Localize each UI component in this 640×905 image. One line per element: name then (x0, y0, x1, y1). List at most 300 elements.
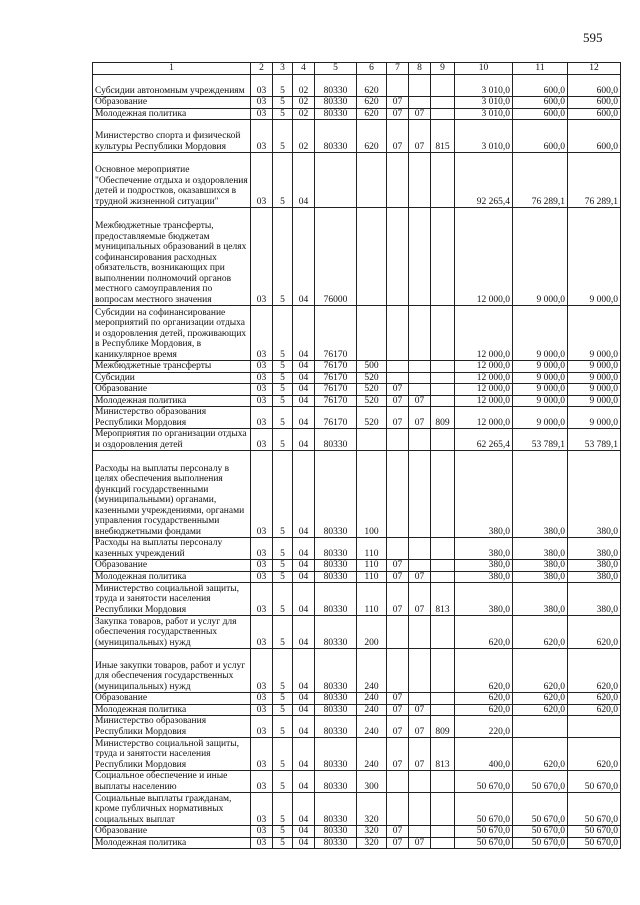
column-number: 6 (357, 63, 387, 75)
sum-2020: 9 000,0 (513, 395, 568, 407)
sum-2021: 600,0 (568, 120, 621, 153)
code-ministry: 03 (251, 306, 273, 361)
code-program: 5 (273, 120, 293, 153)
table-row (93, 771, 621, 793)
code-section: 07 (387, 826, 409, 838)
code-subsection (409, 616, 431, 649)
code-ministry: 03 (251, 837, 273, 849)
table-row (93, 704, 621, 716)
code-ministry: 03 (251, 649, 273, 693)
code-expense-type: 320 (357, 793, 387, 826)
code-subprogram: 04 (293, 771, 315, 793)
code-program: 5 (273, 153, 293, 208)
table-row (93, 97, 621, 109)
code-program: 5 (273, 208, 293, 306)
code-direction: 80330 (315, 716, 357, 738)
sum-2021: 9 000,0 (568, 208, 621, 306)
code-section: 07 (387, 704, 409, 716)
code-subprogram: 04 (293, 560, 315, 572)
code-ministry: 03 (251, 560, 273, 572)
code-program: 5 (273, 649, 293, 693)
column-number: 3 (273, 63, 293, 75)
sum-2021: 600,0 (568, 108, 621, 120)
code-section (387, 649, 409, 693)
sum-2021: 620,0 (568, 704, 621, 716)
code-expense-type: 100 (357, 451, 387, 538)
code-program: 5 (273, 395, 293, 407)
code-direction: 80330 (315, 837, 357, 849)
row-name: Расходы на выплаты персоналу в целях обеспечения выполнения функций государственными (муниципальными) органами, казенными учреждениями, органами управления государственными внебюджетными фондами (93, 451, 251, 538)
code-subsection: 07 (409, 571, 431, 583)
sum-2019: 220,0 (455, 716, 513, 738)
row-name: Социальные выплаты гражданам, кроме публичных нормативных социальных выплат (93, 793, 251, 826)
sum-2021: 620,0 (568, 649, 621, 693)
row-name: Расходы на выплаты персоналу казенных учреждений (93, 538, 251, 560)
table-row (93, 451, 621, 538)
sum-2020: 600,0 (513, 75, 568, 97)
code-section (387, 616, 409, 649)
code-direction: 80330 (315, 451, 357, 538)
row-name: Образование (93, 560, 251, 572)
code-program: 5 (273, 451, 293, 538)
table-row (93, 583, 621, 616)
code-admin: 809 (431, 716, 455, 738)
row-name: Молодежная политика (93, 395, 251, 407)
code-direction: 80330 (315, 429, 357, 451)
code-subsection (409, 372, 431, 384)
code-section (387, 771, 409, 793)
code-direction: 76170 (315, 384, 357, 396)
sum-2020: 620,0 (513, 738, 568, 771)
code-section (387, 75, 409, 97)
code-section: 07 (387, 837, 409, 849)
code-expense-type: 620 (357, 108, 387, 120)
code-expense-type: 240 (357, 649, 387, 693)
sum-2020: 76 289,1 (513, 153, 568, 208)
code-ministry: 03 (251, 716, 273, 738)
code-subprogram: 04 (293, 395, 315, 407)
budget-table (92, 62, 621, 849)
code-subprogram: 04 (293, 306, 315, 361)
code-admin (431, 97, 455, 109)
code-admin (431, 538, 455, 560)
code-subsection (409, 97, 431, 109)
code-subsection: 07 (409, 120, 431, 153)
code-direction: 76170 (315, 361, 357, 373)
code-program: 5 (273, 407, 293, 429)
code-admin (431, 153, 455, 208)
code-subsection: 07 (409, 716, 431, 738)
sum-2020: 620,0 (513, 649, 568, 693)
code-section: 07 (387, 108, 409, 120)
code-subprogram: 04 (293, 451, 315, 538)
code-expense-type: 520 (357, 395, 387, 407)
row-name: Субсидии на софинансирование мероприятий по организации отдыха и оздоровления детей, проживающих в Республике Мордовия, в каникулярное время (93, 306, 251, 361)
code-subprogram: 04 (293, 361, 315, 373)
column-number: 2 (251, 63, 273, 75)
code-admin (431, 429, 455, 451)
code-direction: 76170 (315, 372, 357, 384)
code-subsection (409, 306, 431, 361)
code-admin: 809 (431, 407, 455, 429)
table-row (93, 649, 621, 693)
sum-2019: 12 000,0 (455, 384, 513, 396)
code-expense-type: 520 (357, 384, 387, 396)
code-ministry: 03 (251, 693, 273, 705)
code-subprogram: 04 (293, 704, 315, 716)
sum-2020: 50 670,0 (513, 793, 568, 826)
sum-2021: 620,0 (568, 693, 621, 705)
code-program: 5 (273, 560, 293, 572)
code-subprogram: 04 (293, 837, 315, 849)
sum-2021: 9 000,0 (568, 407, 621, 429)
table-row (93, 571, 621, 583)
sum-2020: 9 000,0 (513, 306, 568, 361)
code-subprogram: 04 (293, 372, 315, 384)
code-admin (431, 75, 455, 97)
code-admin (431, 395, 455, 407)
code-admin (431, 693, 455, 705)
code-program: 5 (273, 616, 293, 649)
row-name: Основное мероприятие "Обеспечение отдыха и оздоровления детей и подростков, оказавшихся в трудной жизненной ситуации" (93, 153, 251, 208)
code-section: 07 (387, 571, 409, 583)
code-subsection (409, 538, 431, 560)
sum-2019: 50 670,0 (455, 771, 513, 793)
sum-2021: 50 670,0 (568, 826, 621, 838)
sum-2021: 76 289,1 (568, 153, 621, 208)
sum-2020: 620,0 (513, 693, 568, 705)
sum-2020: 380,0 (513, 583, 568, 616)
code-subsection (409, 693, 431, 705)
sum-2021: 9 000,0 (568, 372, 621, 384)
code-ministry: 03 (251, 384, 273, 396)
code-direction: 80330 (315, 704, 357, 716)
code-subprogram: 02 (293, 97, 315, 109)
sum-2021: 50 670,0 (568, 771, 621, 793)
column-number: 9 (431, 63, 455, 75)
code-admin (431, 649, 455, 693)
sum-2021: 600,0 (568, 75, 621, 97)
sum-2019: 12 000,0 (455, 306, 513, 361)
code-admin (431, 372, 455, 384)
page-number: 595 (583, 30, 603, 45)
table-row (93, 208, 621, 306)
code-subsection (409, 451, 431, 538)
sum-2020: 50 670,0 (513, 837, 568, 849)
table-row (93, 693, 621, 705)
sum-2019: 12 000,0 (455, 395, 513, 407)
code-expense-type: 620 (357, 120, 387, 153)
code-subprogram: 04 (293, 571, 315, 583)
code-subprogram: 04 (293, 649, 315, 693)
code-direction: 76000 (315, 208, 357, 306)
sum-2021: 9 000,0 (568, 395, 621, 407)
sum-2019: 620,0 (455, 693, 513, 705)
code-direction: 80330 (315, 583, 357, 616)
code-direction: 80330 (315, 693, 357, 705)
table-row (93, 306, 621, 361)
code-program: 5 (273, 538, 293, 560)
table-row (93, 616, 621, 649)
code-ministry: 03 (251, 120, 273, 153)
sum-2020: 50 670,0 (513, 771, 568, 793)
code-admin (431, 793, 455, 826)
code-program: 5 (273, 583, 293, 616)
code-subsection: 07 (409, 738, 431, 771)
sum-2020: 380,0 (513, 571, 568, 583)
code-admin (431, 208, 455, 306)
code-ministry: 03 (251, 75, 273, 97)
sum-2019: 380,0 (455, 571, 513, 583)
code-subprogram: 04 (293, 384, 315, 396)
code-admin: 813 (431, 583, 455, 616)
code-expense-type: 320 (357, 837, 387, 849)
code-subsection (409, 793, 431, 826)
table-row (93, 361, 621, 373)
sum-2019: 380,0 (455, 538, 513, 560)
sum-2019: 3 010,0 (455, 75, 513, 97)
code-admin (431, 560, 455, 572)
code-expense-type: 200 (357, 616, 387, 649)
code-subsection (409, 153, 431, 208)
table-row (93, 75, 621, 97)
code-section: 07 (387, 738, 409, 771)
sum-2020 (513, 716, 568, 738)
row-name: Образование (93, 693, 251, 705)
sum-2020: 620,0 (513, 704, 568, 716)
code-admin (431, 451, 455, 538)
code-subsection (409, 649, 431, 693)
code-direction: 80330 (315, 120, 357, 153)
code-expense-type (357, 429, 387, 451)
code-subsection (409, 771, 431, 793)
sum-2021: 380,0 (568, 583, 621, 616)
row-name: Молодежная политика (93, 837, 251, 849)
code-subsection: 07 (409, 407, 431, 429)
sum-2020: 9 000,0 (513, 384, 568, 396)
sum-2021: 9 000,0 (568, 306, 621, 361)
code-subsection (409, 361, 431, 373)
code-subprogram: 02 (293, 75, 315, 97)
code-section (387, 451, 409, 538)
sum-2021: 9 000,0 (568, 384, 621, 396)
code-direction: 76170 (315, 306, 357, 361)
code-admin: 813 (431, 738, 455, 771)
row-name: Образование (93, 826, 251, 838)
row-name: Субсидии (93, 372, 251, 384)
code-program: 5 (273, 771, 293, 793)
sum-2019: 50 670,0 (455, 793, 513, 826)
code-program: 5 (273, 793, 293, 826)
sum-2019: 380,0 (455, 583, 513, 616)
code-subprogram: 04 (293, 738, 315, 771)
code-expense-type: 110 (357, 571, 387, 583)
code-program: 5 (273, 693, 293, 705)
code-subprogram: 04 (293, 716, 315, 738)
sum-2020: 380,0 (513, 560, 568, 572)
code-ministry: 03 (251, 97, 273, 109)
code-program: 5 (273, 306, 293, 361)
code-section (387, 153, 409, 208)
code-ministry: 03 (251, 153, 273, 208)
sum-2019: 3 010,0 (455, 108, 513, 120)
row-name: Межбюджетные трансферты, предоставляемые бюджетам муниципальных образований в целях софинансирования расходных обязательств, возникающих при выполнении полномочий органов местного самоуправления по вопросам местного значения (93, 208, 251, 306)
code-subprogram: 04 (293, 826, 315, 838)
code-program: 5 (273, 716, 293, 738)
sum-2019: 92 265,4 (455, 153, 513, 208)
code-program: 5 (273, 384, 293, 396)
column-number: 11 (513, 63, 568, 75)
code-subprogram: 02 (293, 108, 315, 120)
code-section (387, 538, 409, 560)
sum-2019: 3 010,0 (455, 120, 513, 153)
code-program: 5 (273, 704, 293, 716)
column-number: 12 (568, 63, 621, 75)
sum-2021: 380,0 (568, 571, 621, 583)
code-direction: 80330 (315, 571, 357, 583)
code-subsection: 07 (409, 583, 431, 616)
sum-2021: 380,0 (568, 538, 621, 560)
sum-2019: 12 000,0 (455, 407, 513, 429)
code-admin (431, 771, 455, 793)
row-name: Молодежная политика (93, 704, 251, 716)
code-program: 5 (273, 837, 293, 849)
code-direction: 80330 (315, 793, 357, 826)
code-program: 5 (273, 571, 293, 583)
code-expense-type (357, 208, 387, 306)
sum-2020: 380,0 (513, 451, 568, 538)
code-direction: 76170 (315, 407, 357, 429)
sum-2021 (568, 716, 621, 738)
table-row (93, 793, 621, 826)
code-ministry: 03 (251, 451, 273, 538)
code-subsection: 07 (409, 108, 431, 120)
code-admin (431, 361, 455, 373)
code-subsection (409, 429, 431, 451)
code-admin (431, 704, 455, 716)
row-name: Молодежная политика (93, 108, 251, 120)
code-expense-type: 110 (357, 583, 387, 616)
code-subprogram: 04 (293, 407, 315, 429)
column-number: 5 (315, 63, 357, 75)
code-admin (431, 616, 455, 649)
table-row (93, 429, 621, 451)
code-subprogram: 04 (293, 538, 315, 560)
row-name: Образование (93, 97, 251, 109)
code-subsection: 07 (409, 704, 431, 716)
table-row (93, 395, 621, 407)
sum-2020: 9 000,0 (513, 372, 568, 384)
table-row (93, 384, 621, 396)
table-row (93, 538, 621, 560)
row-name: Иные закупки товаров, работ и услуг для обеспечения государственных (муниципальных) нужд (93, 649, 251, 693)
code-expense-type: 240 (357, 716, 387, 738)
row-name: Министерство образования Республики Мордовия (93, 407, 251, 429)
code-direction: 80330 (315, 108, 357, 120)
code-program: 5 (273, 429, 293, 451)
code-ministry: 03 (251, 571, 273, 583)
table-row (93, 153, 621, 208)
row-name: Межбюджетные трансферты (93, 361, 251, 373)
code-subsection: 07 (409, 837, 431, 849)
code-program: 5 (273, 361, 293, 373)
code-expense-type: 240 (357, 693, 387, 705)
code-subprogram: 04 (293, 429, 315, 451)
sum-2020: 620,0 (513, 616, 568, 649)
code-ministry: 03 (251, 361, 273, 373)
sum-2020: 9 000,0 (513, 407, 568, 429)
sum-2021: 53 789,1 (568, 429, 621, 451)
sum-2021: 50 670,0 (568, 837, 621, 849)
sum-2021: 600,0 (568, 97, 621, 109)
sum-2020: 600,0 (513, 120, 568, 153)
sum-2021: 380,0 (568, 560, 621, 572)
sum-2019: 12 000,0 (455, 208, 513, 306)
code-expense-type: 110 (357, 560, 387, 572)
code-admin (431, 108, 455, 120)
sum-2019: 620,0 (455, 616, 513, 649)
row-name: Министерство социальной защиты, труда и занятости населения Республики Мордовия (93, 738, 251, 771)
code-ministry: 03 (251, 395, 273, 407)
code-subsection (409, 75, 431, 97)
code-subsection: 07 (409, 395, 431, 407)
code-direction: 80330 (315, 649, 357, 693)
code-program: 5 (273, 97, 293, 109)
code-expense-type: 520 (357, 372, 387, 384)
sum-2020: 380,0 (513, 538, 568, 560)
sum-2021: 9 000,0 (568, 361, 621, 373)
code-ministry: 03 (251, 429, 273, 451)
code-admin: 815 (431, 120, 455, 153)
row-name: Мероприятия по организации отдыха и оздоровления детей (93, 429, 251, 451)
code-subsection (409, 826, 431, 838)
code-section (387, 306, 409, 361)
code-program: 5 (273, 75, 293, 97)
code-expense-type: 620 (357, 97, 387, 109)
sum-2020: 9 000,0 (513, 208, 568, 306)
sum-2019: 620,0 (455, 649, 513, 693)
code-expense-type: 500 (357, 361, 387, 373)
table-row (93, 120, 621, 153)
code-expense-type (357, 306, 387, 361)
code-direction: 80330 (315, 75, 357, 97)
table-row (93, 372, 621, 384)
code-admin (431, 826, 455, 838)
code-direction: 80330 (315, 538, 357, 560)
code-admin (431, 571, 455, 583)
sum-2020: 600,0 (513, 108, 568, 120)
code-expense-type: 320 (357, 826, 387, 838)
code-section: 07 (387, 97, 409, 109)
code-ministry: 03 (251, 538, 273, 560)
code-direction: 80330 (315, 616, 357, 649)
code-subprogram: 02 (293, 120, 315, 153)
table-row (93, 716, 621, 738)
column-number: 7 (387, 63, 409, 75)
sum-2019: 3 010,0 (455, 97, 513, 109)
table-row (93, 407, 621, 429)
code-section (387, 793, 409, 826)
code-program: 5 (273, 108, 293, 120)
table-row (93, 837, 621, 849)
code-admin (431, 384, 455, 396)
code-direction: 76170 (315, 395, 357, 407)
table-row (93, 738, 621, 771)
code-admin (431, 837, 455, 849)
code-ministry: 03 (251, 616, 273, 649)
code-ministry: 03 (251, 108, 273, 120)
code-expense-type: 520 (357, 407, 387, 429)
